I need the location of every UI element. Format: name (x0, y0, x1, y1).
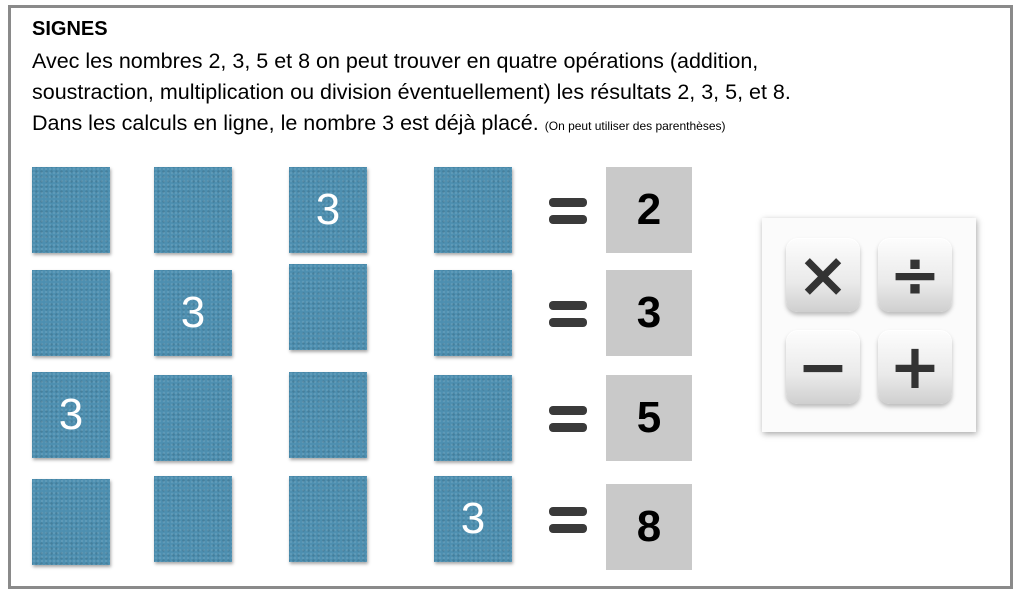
divide-key[interactable] (878, 238, 952, 312)
number-slot[interactable] (154, 375, 232, 461)
equals-sign (549, 505, 587, 535)
instructions (32, 46, 992, 142)
multiply-icon: × (797, 238, 849, 311)
parentheses-note: (On peut utiliser des parenthèses) (544, 119, 726, 133)
equals-sign (549, 299, 587, 329)
result-box: 3 (606, 270, 692, 356)
number-slot[interactable] (289, 264, 367, 350)
instruction-line-3-text: Dans les calculs en ligne, le nombre 3 est déjà placé. (32, 111, 539, 135)
result-box: 8 (606, 484, 692, 570)
instruction-line-3 (32, 108, 992, 142)
equals-sign (549, 196, 587, 226)
instruction-line-2: soustraction, multiplication ou division éventuellement) les résultats 2, 3, 5, et 8. (32, 80, 791, 104)
instruction-line-1: Avec les nombres 2, 3, 5 et 8 on peut trouver en quatre opérations (addition, (32, 49, 759, 73)
plus-icon: + (889, 330, 941, 403)
minus-key[interactable] (786, 330, 860, 404)
number-slot[interactable] (434, 270, 512, 356)
number-slot[interactable]: 3 (154, 270, 232, 356)
result-box: 5 (606, 375, 692, 461)
multiply-key[interactable] (786, 238, 860, 312)
number-slot[interactable]: 3 (434, 476, 512, 562)
number-slot[interactable] (289, 476, 367, 562)
number-slot[interactable] (154, 476, 232, 562)
number-slot[interactable] (32, 479, 110, 565)
number-slot[interactable] (289, 372, 367, 458)
number-slot[interactable] (154, 167, 232, 253)
plus-key[interactable] (878, 330, 952, 404)
exercise-title: SIGNES (32, 18, 108, 40)
minus-icon: − (797, 330, 849, 403)
number-slot[interactable]: 3 (32, 372, 110, 458)
number-slot[interactable] (32, 270, 110, 356)
equals-sign (549, 404, 587, 434)
number-slot[interactable]: 3 (289, 167, 367, 253)
number-slot[interactable] (434, 167, 512, 253)
divide-icon: ÷ (889, 238, 941, 311)
number-slot[interactable] (32, 167, 110, 253)
number-slot[interactable] (434, 375, 512, 461)
operators-panel (762, 218, 976, 432)
result-box: 2 (606, 167, 692, 253)
